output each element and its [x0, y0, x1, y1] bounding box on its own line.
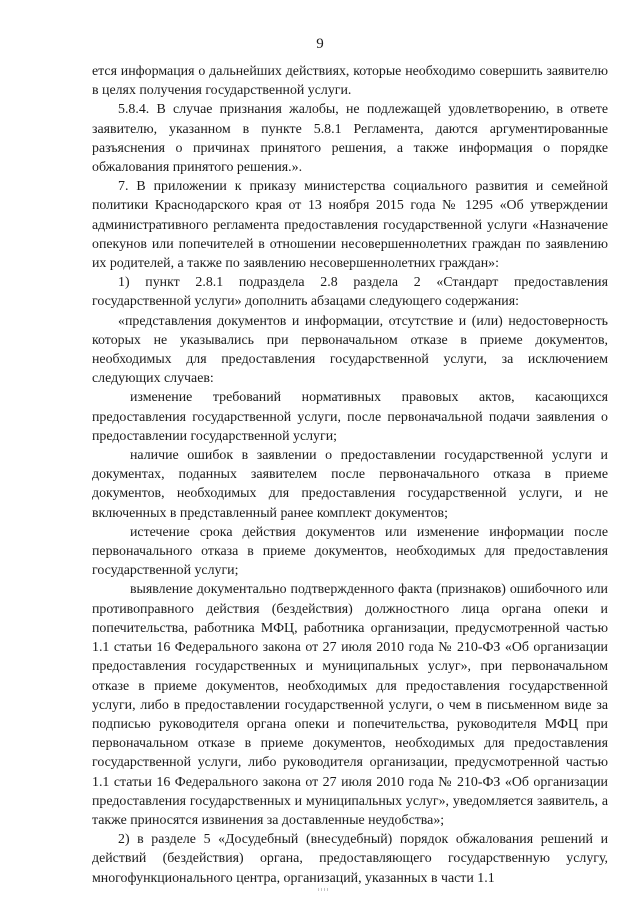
paragraph: наличие ошибок в заявлении о предоставлении государственной услуги и документах, поданных заявителем после первоначального отказа в приеме документов, необходимых для предоставления государственной услуги, и не включенных в представленный ранее комплект документов;	[92, 448, 608, 521]
paragraph: «представления документов и информации, отсутствие и (или) недостоверность которых не указывались при первоначальном отказе в приеме документов, необходимых для предоставления государственной услуги, за исключением следующих случаев:	[92, 313, 608, 387]
paragraph: изменение требований нормативных правовых актов, касающихся предоставления государственной услуги, после первоначальной подачи заявления о предоставлении государственной услуги;	[92, 390, 608, 444]
document-body	[92, 62, 608, 888]
paragraph: выявление документально подтвержденного факта (признаков) ошибочного или противоправного действия (бездействия) должностного лица органа опеки и попечительства, работника МФЦ, работника организации, предусмотренной частью 1.1 статьи 16 Федерального закона от 27 июля 2010 года № 210-ФЗ «Об организации предоставления государственных и муниципальных услуг», при первоначальном отказе в приеме документов, необходимых для предоставления государственной услуги, либо в предоставлении государственной услуги, о чем в письменном виде за подписью руководителя органа опеки и попечительства, руководителя МФЦ при первоначальном отказе в приеме документов, необходимых для предоставления государственной услуги, либо руководителя организации, предусмотренной частью 1.1 статьи 16 Федерального закона от 27 июля 2010 года № 210-ФЗ «Об организации предоставления государственных и муниципальных услуг», уведомляется заявитель, а также приносятся извинения за доставленные неудобства»;	[92, 582, 608, 828]
paragraph: 1) пункт 2.8.1 подраздела 2.8 раздела 2 «Стандарт предоставления государственной услуги» дополнить абзацами следующего содержания:	[92, 275, 608, 310]
scan-artifact	[318, 888, 330, 891]
paragraph: ется информация о дальнейших действиях, которые необходимо совершить заявителю в целях получения государственной услуги.	[92, 64, 608, 99]
paragraph: 5.8.4. В случае признания жалобы, не подлежащей удовлетворению, в ответе заявителю, указанном в пункте 5.8.1 Регламента, даются аргументированные разъяснения о причинах принятого решения, а также информация о порядке обжалования принятого решения.».	[92, 102, 608, 176]
paragraph: 2) в разделе 5 «Досудебный (внесудебный) порядок обжалования решений и действий (бездействия) органа, предоставляющего государственную услугу, многофункционального центра, организаций, указанных в части 1.1	[92, 832, 608, 886]
paragraph: истечение срока действия документов или изменение информации после первоначального отказа в приеме документов, необходимых для предоставления государственной услуги;	[92, 524, 608, 579]
paragraph: 7. В приложении к приказу министерства социального развития и семейной политики Краснодарского края от 13 ноября 2015 года № 1295 «Об утверждении административного регламента предоставления государственной услуги «Назначение опекунов или попечителей в отношении несовершеннолетних граждан по заявлению их родителей, а также по заявлению несовершеннолетних граждан»:	[92, 179, 608, 272]
page-number: 9	[316, 36, 324, 52]
